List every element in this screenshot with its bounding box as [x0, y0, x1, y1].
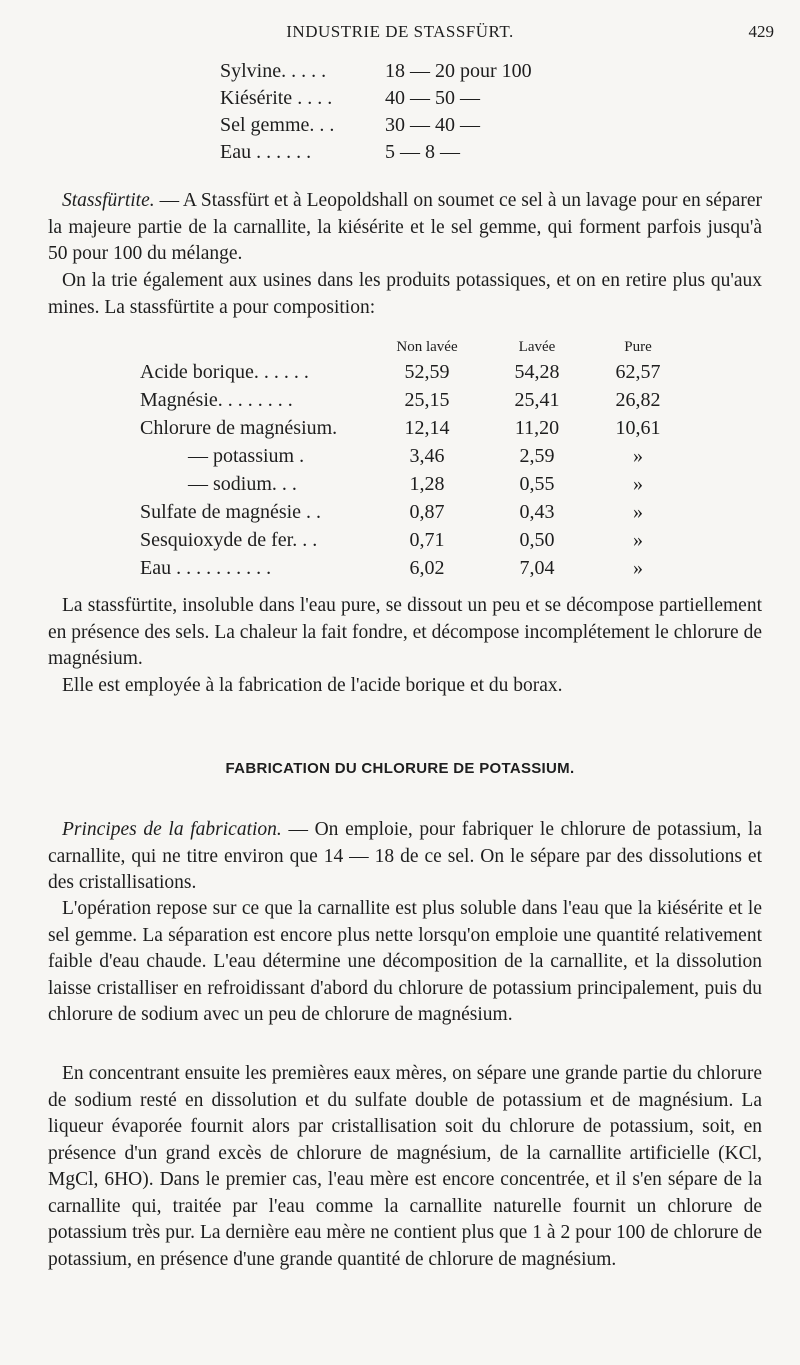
row-value: 54,28: [514, 361, 560, 383]
row-value: 62,57: [615, 361, 661, 383]
row-label: — potassium .: [188, 445, 305, 467]
component-value: 40 — 50 —: [385, 87, 480, 109]
row-value: 11,20: [514, 417, 560, 439]
composition-list: [220, 58, 585, 166]
row-label: Eau . . . . . . . . . .: [140, 557, 272, 579]
table-row: [140, 498, 688, 526]
row-value: 25,41: [514, 389, 560, 411]
row-value: 0,87: [409, 501, 445, 523]
row-value: 26,82: [615, 389, 661, 411]
row-value: 0,50: [519, 529, 555, 551]
section-title: FABRICATION DU CHLORURE DE POTASSIUM.: [225, 760, 575, 777]
table-row: [140, 442, 688, 470]
component-name: Sel gemme. . .: [220, 114, 335, 136]
paragraph-principes: [48, 817, 762, 897]
row-value: »: [633, 501, 643, 523]
table-row: [140, 386, 688, 414]
component-name: Sylvine. . . . .: [220, 60, 327, 82]
page-number: 429: [748, 22, 774, 41]
row-value: 3,46: [409, 445, 445, 467]
row-value: 52,59: [404, 361, 450, 383]
row-value: 0,43: [519, 501, 555, 523]
paragraph-employee: Elle est employée à la fabrication de l'acide borique et du borax.: [62, 675, 563, 696]
row-value: »: [633, 529, 643, 551]
paragraph-text: — A Stassfürt et à Leopoldshall on soumet ce sel à un lavage pour en séparer la majeure partie de la carnallite, la kiésérite et le sel gemme, qui forment parfois jusqu'à 50 pour 100 du mélange.: [48, 190, 762, 264]
table-header-cell: Pure: [624, 339, 652, 355]
paragraph-stassfurtite: [48, 188, 762, 268]
row-label: Sulfate de magnésie . .: [140, 501, 322, 523]
table-row: [140, 358, 688, 386]
row-label: Chlorure de magnésium.: [140, 417, 338, 439]
table-row: [140, 554, 688, 582]
row-value: 0,71: [409, 529, 445, 551]
page-header: [0, 22, 800, 48]
row-value: »: [633, 557, 643, 579]
table-header-cell: [140, 336, 368, 358]
paragraph-tri: On la trie également aux usines dans les produits potassiques, et on en retire plus qu'aux mines. La stassfürtite a pour composition:: [48, 270, 762, 318]
composition-row: [220, 112, 585, 139]
paragraph-operation: L'opération repose sur ce que la carnallite est plus soluble dans l'eau que la kiésérite et le sel gemme. La séparation est encore plus nette lorsqu'on emploie une quantité relativement faible d'eau chaude. L'eau détermine une décomposition de la carnallite, et la dissolution laisse cristalliser en refroidissant d'abord du chlorure de potassium principalement, puis du chlorure de sodium avec un peu de chlorure de magnésium.: [48, 898, 762, 1025]
row-value: 10,61: [615, 417, 661, 439]
row-value: »: [633, 473, 643, 495]
table-row: [140, 526, 688, 554]
row-value: 6,02: [409, 557, 445, 579]
row-label: Acide borique. . . . . .: [140, 361, 309, 383]
row-value: 7,04: [519, 557, 555, 579]
row-label: — sodium. . .: [188, 473, 297, 495]
composition-row: [220, 85, 585, 112]
component-name: Kiésérite . . . .: [220, 87, 333, 109]
table-row: [140, 414, 688, 442]
row-value: 12,14: [404, 417, 450, 439]
component-value: 30 — 40 —: [385, 114, 480, 136]
paragraph-lead: Principes de la fabrication.: [62, 819, 282, 840]
table-body: [140, 358, 688, 582]
row-value: 1,28: [409, 473, 445, 495]
composition-row: [220, 58, 585, 85]
composition-table: [140, 336, 688, 582]
running-title: INDUSTRIE DE STASSFÜRT.: [286, 22, 514, 41]
row-value: 0,55: [519, 473, 555, 495]
paragraph-insoluble: La stassfürtite, insoluble dans l'eau pure, se dissout un peu et se décompose partiellement en présence des sels. La chaleur la fait fondre, et décompose incomplétement le chlorure de magnésium.: [48, 595, 762, 669]
table-header-cell: Non lavée: [396, 339, 458, 355]
row-value: 2,59: [519, 445, 555, 467]
composition-row: [220, 139, 585, 166]
table-row: [140, 470, 688, 498]
row-value: »: [633, 445, 643, 467]
component-value: 18 — 20 pour 100: [385, 60, 532, 82]
table-header-cell: Lavée: [518, 339, 556, 355]
row-value: 25,15: [404, 389, 450, 411]
paragraph-lead: Stassfürtite.: [62, 190, 155, 211]
paragraph-text: — On emploie, pour fabriquer le chlorure de potassium, la carnallite, qui ne titre environ que 14 — 18 de ce sel. On le sépare par des dissolutions et des cristallisations.: [48, 819, 762, 893]
component-name: Eau . . . . . .: [220, 141, 312, 163]
paragraph-concentrant: En concentrant ensuite les premières eaux mères, on sépare une grande partie du chlorure de sodium resté en dissolution et du sulfate double de potassium et de magnésium. La liqueur évaporée fournit alors par cristallisation soit du chlorure de potassium, soit, en présence d'un grand excès de chlorure de magnésium, de la carnallite artificielle (KCl, MgCl, 6HO). Dans le premier cas, l'eau mère est encore concentrée, et il s'en sépare de la carnallite qui, traitée par l'eau comme la carnallite naturelle fournit un chlorure de potassium très pur. La dernière eau mère ne contient plus que 1 à 2 pour 100 de chlorure de potassium, en présence d'une grande quantité de chlorure de magnésium.: [48, 1063, 762, 1270]
row-label: Magnésie. . . . . . . .: [140, 389, 293, 411]
component-value: 5 — 8 —: [385, 141, 460, 163]
table-header: [140, 336, 688, 358]
row-label: Sesquioxyde de fer. . .: [140, 529, 318, 551]
